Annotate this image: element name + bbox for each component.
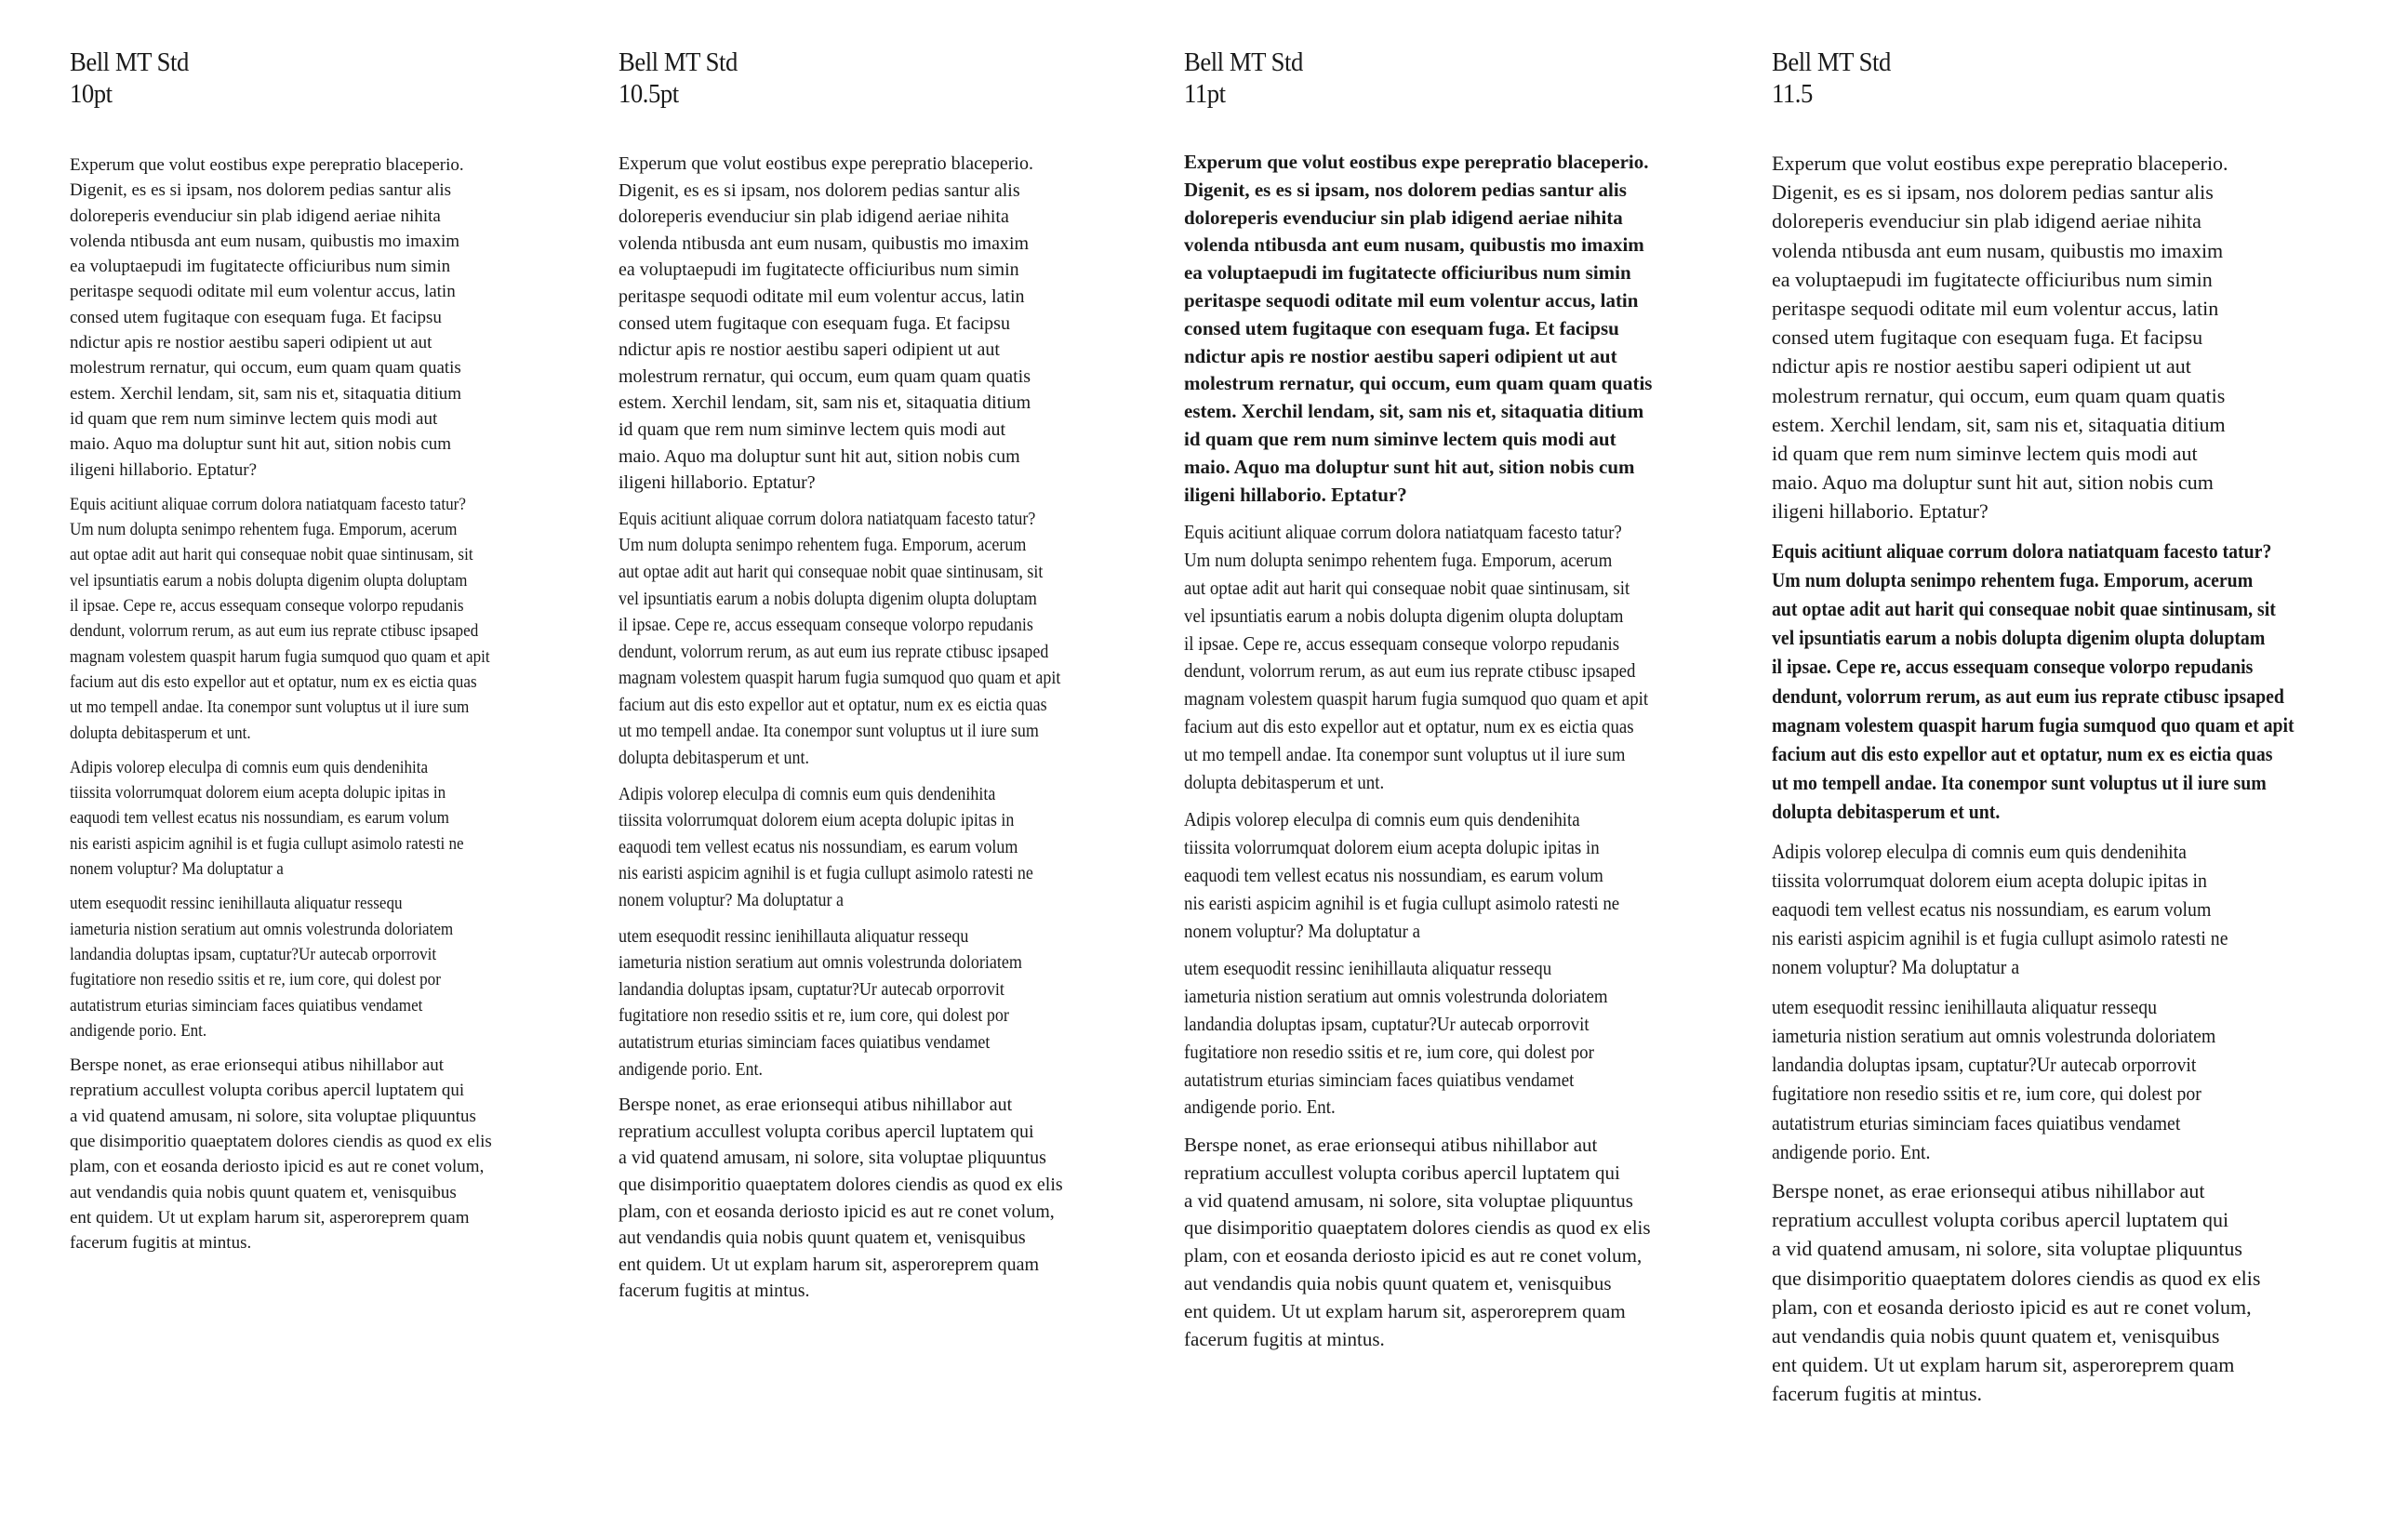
text-line: dolupta debitasperum et unt.: [619, 748, 809, 769]
text-line: ent quidem. Ut ut explam harum sit, asperoreprem quam: [70, 1207, 470, 1228]
paragraph: [70, 492, 537, 746]
text-line: maio. Aquo ma doluptur sunt hit aut, sition nobis cum: [619, 445, 1020, 467]
text-line: repratium accullest volupta coribus apercil luptatem qui: [1184, 1161, 1620, 1184]
text-line: peritaspe sequodi oditate mil eum volentur accus, latin: [1772, 297, 2219, 321]
text-line: que disimporitio quaeptatem dolores ciendis as quod ex elis: [1772, 1266, 2261, 1290]
text-line: vel ipsuntiatis earum a nobis dolupta digenim olupta doluptam: [1184, 604, 1624, 627]
text-line: tiissita volorrumquat dolorem eium acepta dolupic ipitas in: [1184, 836, 1600, 859]
text-line: ut mo tempell andae. Ita conempor sunt voluptus ut il iure sum: [70, 697, 470, 718]
text-line: facerum fugitis at mintus.: [1772, 1382, 1983, 1406]
paragraph: [70, 891, 537, 1043]
text-line: doloreperis evenduciur sin plab idigend aeriae nihita: [1772, 209, 2201, 233]
text-line: utem esequodit ressinc ienihillauta aliquatur ressequ: [70, 894, 403, 914]
text-line: ndictur apis re nostior aestibu saperi odipient ut aut: [1772, 354, 2191, 378]
text-line: il ipsae. Cepe re, accus essequam conseque volorpo repudanis: [1184, 631, 1620, 655]
text-line: Experum que volut eostibus expe perepratio blaceperio.: [619, 153, 1033, 174]
text-line: Equis acitiunt aliquae corrum dolora natiatquam facesto tatur?: [1772, 538, 2272, 563]
text-line: id quam que rem num siminve lectem quis modi aut: [619, 418, 1006, 440]
text-line: autatistrum eturias siminciam faces quiatibus vendamet: [70, 995, 423, 1016]
specimen-column-11pt: [1184, 46, 1700, 1353]
text-line: facium aut dis esto expellor aut et optatur, num ex es eictia quas: [1184, 714, 1634, 737]
text-line: ut mo tempell andae. Ita conempor sunt voluptus ut il iure sum: [1184, 742, 1626, 765]
paragraph: [1184, 1132, 1700, 1353]
text-line: iligeni hillaborio. Eptatur?: [1772, 499, 1989, 524]
text-line: nonem voluptur? Ma doluptatur a: [619, 890, 844, 911]
text-line: facerum fugitis at mintus.: [619, 1281, 810, 1302]
text-line: eaquodi tem vellest ecatus nis nossundiam, es earum volum: [70, 808, 449, 829]
text-line: estem. Xerchil lendam, sit, sam nis et, sitaquatia ditium: [1772, 412, 2226, 436]
text-line: nis earisti aspicim agnihil is et fugia cullupt asimolo ratesti ne: [1772, 926, 2228, 950]
text-line: a vid quatend amusam, ni solore, sita voluptae pliquuntus: [1184, 1188, 1633, 1212]
text-line: andigende porio. Ent.: [1772, 1139, 1931, 1163]
text-line: nis earisti aspicim agnihil is et fugia cullupt asimolo ratesti ne: [1184, 891, 1620, 914]
text-line: iameturia nistion seratium aut omnis volestrunda doloriatem: [619, 952, 1022, 974]
text-line: Berspe nonet, as erae erionsequi atibus nihillabor aut: [70, 1055, 445, 1076]
text-line: facium aut dis esto expellor aut et optatur, num ex es eictia quas: [70, 671, 477, 692]
specimen-body: [619, 151, 1110, 1305]
text-line: estem. Xerchil lendam, sit, sam nis et, sitaquatia ditium: [70, 383, 462, 404]
text-line: facium aut dis esto expellor aut et optatur, num ex es eictia quas: [1772, 742, 2273, 766]
text-line: a vid quatend amusam, ni solore, sita voluptae pliquuntus: [1772, 1237, 2242, 1261]
text-line: magnam volestem quaspit harum fugia sumquod quo quam et apit: [1184, 687, 1649, 710]
text-line: doloreperis evenduciur sin plab idigend aeriae nihita: [1184, 206, 1623, 229]
text-line: Adipis volorep eleculpa di comnis eum quis dendenihita: [1184, 808, 1580, 831]
text-line: repratium accullest volupta coribus apercil luptatem qui: [619, 1121, 1034, 1142]
paragraph: [1772, 537, 2352, 827]
text-line: ea voluptaepudi im fugitatecte officiuribus num simin: [619, 259, 1019, 281]
text-line: Equis acitiunt aliquae corrum dolora natiatquam facesto tatur?: [70, 494, 466, 514]
text-line: consed utem fugitaque con esequam fuga. Et facipsu: [70, 307, 442, 327]
text-line: iameturia nistion seratium aut omnis volestrunda doloriatem: [70, 919, 454, 939]
text-line: maio. Aquo ma doluptur sunt hit aut, sition nobis cum: [1184, 455, 1635, 478]
paragraph: [1772, 992, 2352, 1166]
text-line: Equis acitiunt aliquae corrum dolora natiatquam facesto tatur?: [1184, 521, 1622, 544]
text-line: Um num dolupta senimpo rehentem fuga. Emporum, acerum: [1184, 549, 1613, 572]
text-line: ea voluptaepudi im fugitatecte officiuribus num simin: [1772, 267, 2213, 291]
text-line: repratium accullest volupta coribus apercil luptatem qui: [1772, 1208, 2229, 1232]
text-line: volenda ntibusda ant eum nusam, quibustis mo imaxim: [70, 231, 460, 251]
text-line: ent quidem. Ut ut explam harum sit, asperoreprem quam: [619, 1254, 1040, 1275]
text-line: il ipsae. Cepe re, accus essequam conseque volorpo repudanis: [1772, 655, 2254, 679]
text-line: ndictur apis re nostior aestibu saperi odipient ut aut: [70, 333, 432, 353]
text-line: nis earisti aspicim agnihil is et fugia cullupt asimolo ratesti ne: [70, 833, 464, 854]
text-line: dendunt, volorrum rerum, as aut eum ius reprate ctibusc ipsaped: [619, 641, 1049, 662]
text-line: que disimporitio quaeptatem dolores ciendis as quod ex elis: [619, 1174, 1063, 1195]
text-line: doloreperis evenduciur sin plab idigend aeriae nihita: [619, 206, 1009, 228]
text-line: autatistrum eturias siminciam faces quiatibus vendamet: [619, 1032, 991, 1053]
text-line: aut optae adit aut harit qui consequae nobit quae sintinusam, sit: [1184, 576, 1630, 599]
specimen-body: [1184, 149, 1700, 1353]
text-line: aut optae adit aut harit qui consequae nobit quae sintinusam, sit: [619, 561, 1044, 582]
text-line: ent quidem. Ut ut explam harum sit, asperoreprem quam: [1772, 1353, 2235, 1377]
text-line: dolupta debitasperum et unt.: [1184, 770, 1385, 793]
text-line: eaquodi tem vellest ecatus nis nossundiam, es earum volum: [1184, 863, 1603, 886]
text-line: Adipis volorep eleculpa di comnis eum quis dendenihita: [70, 757, 429, 777]
text-line: Berspe nonet, as erae erionsequi atibus nihillabor aut: [619, 1095, 1013, 1116]
text-line: fugitatiore non resedio ssitis et re, ium core, qui dolest por: [70, 970, 441, 990]
text-line: peritaspe sequodi oditate mil eum volentur accus, latin: [70, 282, 456, 302]
text-line: volenda ntibusda ant eum nusam, quibustis mo imaxim: [1184, 233, 1644, 257]
text-line: peritaspe sequodi oditate mil eum volentur accus, latin: [619, 285, 1025, 307]
paragraph: [70, 1053, 537, 1255]
text-line: utem esequodit ressinc ienihillauta aliquatur ressequ: [1184, 957, 1552, 980]
text-line: autatistrum eturias siminciam faces quiatibus vendamet: [1184, 1068, 1575, 1091]
text-line: ea voluptaepudi im fugitatecte officiuribus num simin: [1184, 261, 1631, 285]
text-line: ea voluptaepudi im fugitatecte officiuribus num simin: [70, 257, 451, 277]
text-line: nonem voluptur? Ma doluptatur a: [1184, 919, 1421, 942]
text-line: plam, con et eosanda deriosto ipicid es aut re conet volum,: [70, 1157, 485, 1177]
text-line: vel ipsuntiatis earum a nobis dolupta digenim olupta doluptam: [1772, 626, 2266, 650]
specimen-font-size: 10.5pt: [619, 79, 679, 109]
paragraph: [70, 755, 537, 882]
text-line: maio. Aquo ma doluptur sunt hit aut, sition nobis cum: [70, 434, 452, 455]
text-line: plam, con et eosanda deriosto ipicid es aut re conet volum,: [1184, 1244, 1643, 1268]
text-line: molestrum rernatur, qui occum, eum quam quam quatis: [1184, 372, 1653, 395]
text-line: eaquodi tem vellest ecatus nis nossundiam, es earum volum: [619, 836, 1018, 857]
text-line: vel ipsuntiatis earum a nobis dolupta digenim olupta doluptam: [70, 570, 468, 591]
text-line: dendunt, volorrum rerum, as aut eum ius reprate ctibusc ipsaped: [70, 621, 479, 642]
text-line: andigende porio. Ent.: [619, 1058, 763, 1080]
paragraph: [619, 923, 1110, 1083]
text-line: iameturia nistion seratium aut omnis volestrunda doloriatem: [1772, 1023, 2216, 1047]
text-line: Berspe nonet, as erae erionsequi atibus nihillabor aut: [1772, 1178, 2205, 1202]
text-line: dendunt, volorrum rerum, as aut eum ius reprate ctibusc ipsaped: [1772, 684, 2284, 708]
text-line: aut vendandis quia nobis quunt quatem et, venisquibus: [1772, 1323, 2220, 1348]
text-line: dolupta debitasperum et unt.: [1772, 800, 2001, 824]
text-line: iligeni hillaborio. Eptatur?: [619, 472, 816, 494]
paragraph: [70, 153, 537, 483]
text-line: ut mo tempell andae. Ita conempor sunt voluptus ut il iure sum: [619, 721, 1039, 742]
text-line: landandia doluptas ipsam, cuptatur?Ur autecab orporrovit: [1772, 1053, 2197, 1077]
specimen-font-name: Bell MT Std: [70, 47, 189, 77]
specimen-body: [1772, 149, 2352, 1409]
text-line: utem esequodit ressinc ienihillauta aliquatur ressequ: [619, 925, 969, 947]
text-line: id quam que rem num siminve lectem quis modi aut: [1772, 442, 2198, 466]
text-line: Digenit, es es si ipsam, nos dolorem pedias santur alis: [70, 180, 452, 201]
text-line: Experum que volut eostibus expe perepratio blaceperio.: [1184, 151, 1649, 173]
text-line: peritaspe sequodi oditate mil eum volentur accus, latin: [1184, 288, 1639, 312]
specimen-font-name: Bell MT Std: [619, 47, 738, 77]
text-line: tiissita volorrumquat dolorem eium acepta dolupic ipitas in: [619, 810, 1015, 831]
text-line: id quam que rem num siminve lectem quis modi aut: [70, 408, 438, 429]
text-line: a vid quatend amusam, ni solore, sita voluptae pliquuntus: [619, 1148, 1046, 1169]
paragraph: [1772, 837, 2352, 982]
text-line: plam, con et eosanda deriosto ipicid es aut re conet volum,: [1772, 1294, 2252, 1319]
text-line: ut mo tempell andae. Ita conempor sunt voluptus ut il iure sum: [1772, 771, 2267, 795]
paragraph: [1184, 806, 1700, 945]
text-line: doloreperis evenduciur sin plab idigend aeriae nihita: [70, 206, 441, 226]
text-line: consed utem fugitaque con esequam fuga. Et facipsu: [1772, 325, 2203, 350]
text-line: Adipis volorep eleculpa di comnis eum quis dendenihita: [619, 783, 996, 804]
text-line: volenda ntibusda ant eum nusam, quibustis mo imaxim: [619, 232, 1030, 254]
text-line: magnam volestem quaspit harum fugia sumquod quo quam et apit: [70, 646, 490, 667]
text-line: vel ipsuntiatis earum a nobis dolupta digenim olupta doluptam: [619, 588, 1037, 609]
paragraph: [1184, 149, 1700, 509]
text-line: volenda ntibusda ant eum nusam, quibustis mo imaxim: [1772, 238, 2224, 262]
text-line: tiissita volorrumquat dolorem eium acepta dolupic ipitas in: [1772, 868, 2207, 892]
text-line: consed utem fugitaque con esequam fuga. Et facipsu: [1184, 316, 1619, 339]
text-line: nis earisti aspicim agnihil is et fugia cullupt asimolo ratesti ne: [619, 863, 1033, 884]
text-line: Digenit, es es si ipsam, nos dolorem pedias santur alis: [1772, 180, 2214, 205]
text-line: ndictur apis re nostior aestibu saperi odipient ut aut: [619, 339, 1000, 361]
paragraph: [619, 1092, 1110, 1305]
text-line: Um num dolupta senimpo rehentem fuga. Emporum, acerum: [70, 520, 458, 540]
text-line: aut vendandis quia nobis quunt quatem et, venisquibus: [1184, 1272, 1612, 1295]
text-line: il ipsae. Cepe re, accus essequam conseque volorpo repudanis: [619, 615, 1033, 636]
text-line: iligeni hillaborio. Eptatur?: [1184, 483, 1407, 506]
specimen-column-11-5pt: [1772, 46, 2352, 1409]
text-line: andigende porio. Ent.: [70, 1020, 207, 1041]
text-line: estem. Xerchil lendam, sit, sam nis et, sitaquatia ditium: [619, 392, 1031, 414]
paragraph: [619, 506, 1110, 772]
text-line: aut optae adit aut harit qui consequae nobit quae sintinusam, sit: [1772, 597, 2276, 621]
paragraph: [1772, 1176, 2352, 1409]
text-line: que disimporitio quaeptatem dolores ciendis as quod ex elis: [1184, 1216, 1651, 1240]
specimen-column-10-5pt: [619, 46, 1110, 1305]
text-line: Berspe nonet, as erae erionsequi atibus nihillabor aut: [1184, 1134, 1598, 1157]
text-line: fugitatiore non resedio ssitis et re, ium core, qui dolest por: [1772, 1082, 2201, 1106]
text-line: aut vendandis quia nobis quunt quatem et, venisquibus: [70, 1182, 457, 1202]
text-line: tiissita volorrumquat dolorem eium acepta dolupic ipitas in: [70, 783, 446, 803]
text-line: a vid quatend amusam, ni solore, sita voluptae pliquuntus: [70, 1106, 476, 1126]
specimen-font-size: 11pt: [1184, 79, 1226, 109]
text-line: Equis acitiunt aliquae corrum dolora natiatquam facesto tatur?: [619, 508, 1036, 529]
text-line: facium aut dis esto expellor aut et optatur, num ex es eictia quas: [619, 694, 1047, 715]
text-line: eaquodi tem vellest ecatus nis nossundiam, es earum volum: [1772, 897, 2212, 922]
text-line: maio. Aquo ma doluptur sunt hit aut, sition nobis cum: [1772, 471, 2214, 495]
text-line: Adipis volorep eleculpa di comnis eum quis dendenihita: [1772, 839, 2187, 863]
paragraph: [1772, 149, 2352, 526]
text-line: magnam volestem quaspit harum fugia sumquod quo quam et apit: [1772, 712, 2295, 737]
specimen-font-name: Bell MT Std: [1772, 47, 1891, 77]
text-line: Um num dolupta senimpo rehentem fuga. Emporum, acerum: [619, 535, 1027, 556]
paragraph: [1184, 955, 1700, 1122]
text-line: dolupta debitasperum et unt.: [70, 723, 251, 743]
text-line: Um num dolupta senimpo rehentem fuga. Emporum, acerum: [1772, 567, 2254, 591]
text-line: iameturia nistion seratium aut omnis volestrunda doloriatem: [1184, 985, 1608, 1008]
text-line: fugitatiore non resedio ssitis et re, ium core, qui dolest por: [619, 1005, 1009, 1027]
text-line: utem esequodit ressinc ienihillauta aliquatur ressequ: [1772, 994, 2158, 1018]
text-line: plam, con et eosanda deriosto ipicid es aut re conet volum,: [619, 1201, 1055, 1222]
text-line: landandia doluptas ipsam, cuptatur?Ur autecab orporrovit: [70, 944, 437, 964]
text-line: aut vendandis quia nobis quunt quatem et, venisquibus: [619, 1228, 1026, 1249]
text-line: molestrum rernatur, qui occum, eum quam quam quatis: [70, 358, 461, 378]
text-line: molestrum rernatur, qui occum, eum quam quam quatis: [619, 365, 1031, 387]
text-line: Digenit, es es si ipsam, nos dolorem pedias santur alis: [1184, 178, 1627, 201]
text-line: Experum que volut eostibus expe perepratio blaceperio.: [1772, 152, 2228, 175]
paragraph: [619, 151, 1110, 497]
text-line: nonem voluptur? Ma doluptatur a: [70, 859, 284, 880]
text-line: id quam que rem num siminve lectem quis modi aut: [1184, 427, 1616, 450]
specimen-body: [70, 153, 537, 1255]
text-line: autatistrum eturias siminciam faces quiatibus vendamet: [1772, 1110, 2181, 1135]
text-line: andigende porio. Ent.: [1184, 1095, 1336, 1119]
specimen-font-size: 10pt: [70, 79, 113, 109]
text-line: ndictur apis re nostior aestibu saperi odipient ut aut: [1184, 344, 1617, 367]
text-line: facerum fugitis at mintus.: [70, 1233, 252, 1254]
paragraph: [619, 781, 1110, 914]
text-line: iligeni hillaborio. Eptatur?: [70, 459, 258, 480]
text-line: landandia doluptas ipsam, cuptatur?Ur autecab orporrovit: [619, 978, 1004, 1000]
text-line: consed utem fugitaque con esequam fuga. Et facipsu: [619, 312, 1010, 334]
text-line: estem. Xerchil lendam, sit, sam nis et, sitaquatia ditium: [1184, 400, 1644, 423]
text-line: molestrum rernatur, qui occum, eum quam quam quatis: [1772, 383, 2226, 407]
text-line: Experum que volut eostibus expe perepratio blaceperio.: [70, 155, 464, 175]
text-line: que disimporitio quaeptatem dolores ciendis as quod ex elis: [70, 1131, 492, 1151]
text-line: magnam volestem quaspit harum fugia sumquod quo quam et apit: [619, 668, 1061, 689]
text-line: repratium accullest volupta coribus apercil luptatem qui: [70, 1081, 465, 1101]
text-line: aut optae adit aut harit qui consequae nobit quae sintinusam, sit: [70, 545, 473, 565]
text-line: facerum fugitis at mintus.: [1184, 1327, 1385, 1350]
text-line: ent quidem. Ut ut explam harum sit, asperoreprem quam: [1184, 1299, 1626, 1322]
text-line: nonem voluptur? Ma doluptatur a: [1772, 955, 2020, 979]
text-line: fugitatiore non resedio ssitis et re, ium core, qui dolest por: [1184, 1040, 1594, 1063]
text-line: dendunt, volorrum rerum, as aut eum ius reprate ctibusc ipsaped: [1184, 659, 1636, 683]
specimen-column-10pt: [70, 46, 537, 1255]
text-line: il ipsae. Cepe re, accus essequam conseque volorpo repudanis: [70, 596, 464, 617]
specimen-font-name: Bell MT Std: [1184, 47, 1303, 77]
text-line: landandia doluptas ipsam, cuptatur?Ur autecab orporrovit: [1184, 1012, 1590, 1035]
specimen-font-size: 11.5: [1772, 79, 1813, 109]
text-line: Digenit, es es si ipsam, nos dolorem pedias santur alis: [619, 179, 1020, 201]
paragraph: [1184, 519, 1700, 796]
